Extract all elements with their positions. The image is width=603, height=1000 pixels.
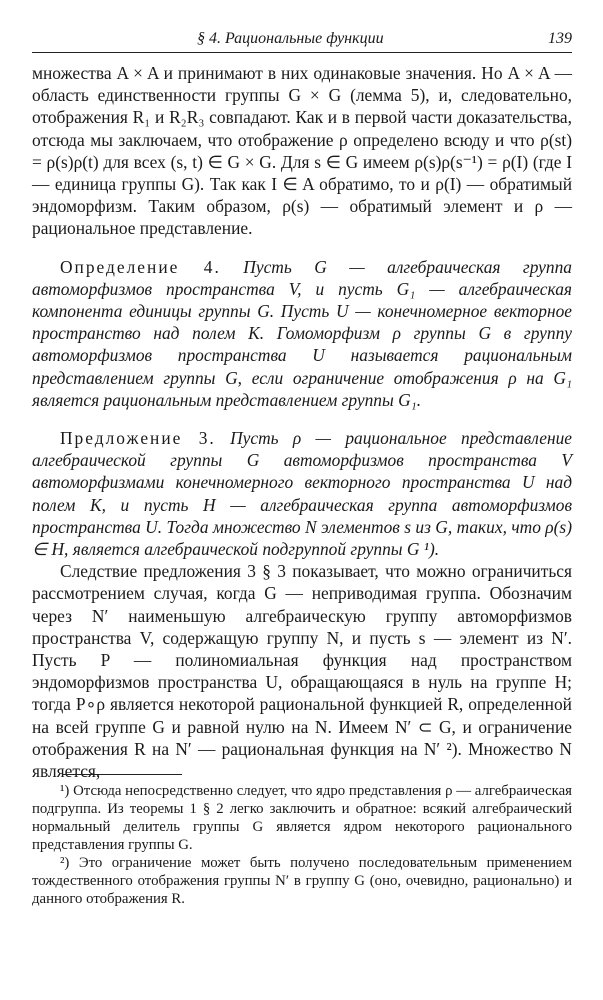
proposition-text: Пусть ρ — рациональное представление алгебраической группы G автоморфизмов пространства V автоморфизмами конечномерного векторного пространства U над полем K, и пусть H — алгебраическая группа автоморфизмов пространства U. Тогда множество N элементов s из G, таких, что ρ(s) ∈ H, является алгебраической подгруппой группы G ¹). [32,428,572,560]
paragraph-proof: Следствие предложения 3 § 3 показывает, что можно ограничиться рассмотрением случая, когда G — неприводимая группа. Обозначим через N′ наименьшую алгебраическую группу автоморфизмов пространства V, содержащую группу N, и пусть s — элемент из N′. Пусть P — полиномиальная функция над пространством эндоморфизмов пространства U, обращающаяся в нуль на группе H; тогда P∘ρ является некоторой рациональной функцией R, определенной на всей группе G и равной нулю на N. Имеем N′ ⊂ G, и ограничение отображения R на N′ — рациональная функция на N′ ²). Множество N является, [32,561,572,782]
page-number: 139 [548,30,572,47]
footnote-2: ²) Это ограничение может быть получено последовательным применением тождественного отображения группы N′ в группу G (оно, очевидно, рационально) и данного отображения R. [32,855,572,907]
proposition-3 [32,427,572,560]
footnote-1: ¹) Отсюда непосредственно следует, что ядро представления ρ — алгебраическая подгруппа. Из теоремы 1 § 2 легко заключить и обратное: всякий алгебраический нормальный делитель группы G является ядром некоторого рационального представления группы G. [32,783,572,853]
paragraph-proof-end: множества A × A и принимают в них одинаковые значения. Но A × A — область единственности группы G × G (лемма 5), и, следовательно, отображения R₁ и R₂R₃ совпадают. Как и в первой части доказательства, отсюда мы заключаем, что отображение ρ определено всюду и что ρ(st) = ρ(s)ρ(t) для всех (s, t) ∈ G × G. Для s ∈ G имеем ρ(s)ρ(s⁻¹) = ρ(I) (где I — единица группы G). Так как I ∈ A обратимо, то и ρ(I) — обратимый эндоморфизм. Таким образом, ρ(s) — обратимый элемент и ρ — рациональное представление. [32,63,572,239]
main-text [32,62,572,782]
proposition-heading: Предложение 3. [60,428,216,449]
page-header [32,30,572,53]
footnote-divider [62,774,182,775]
footnotes [32,782,572,908]
definition-4 [32,256,572,411]
running-title: § 4. Рациональные функции [197,30,384,47]
definition-heading: Определение 4. [60,256,221,277]
definition-text: Пусть G — алгебраическая группа автоморфизмов пространства V, и пусть G₁ — алгебраическая компонента единицы группы G. Пусть U — конечномерное векторное пространство над полем K. Гомоморфизм ρ группы G в группу автоморфизмов пространства U называется рациональным представлением группы G, если ограничение отображения ρ на G₁ является рациональным представлением группы G₁. [32,256,572,410]
